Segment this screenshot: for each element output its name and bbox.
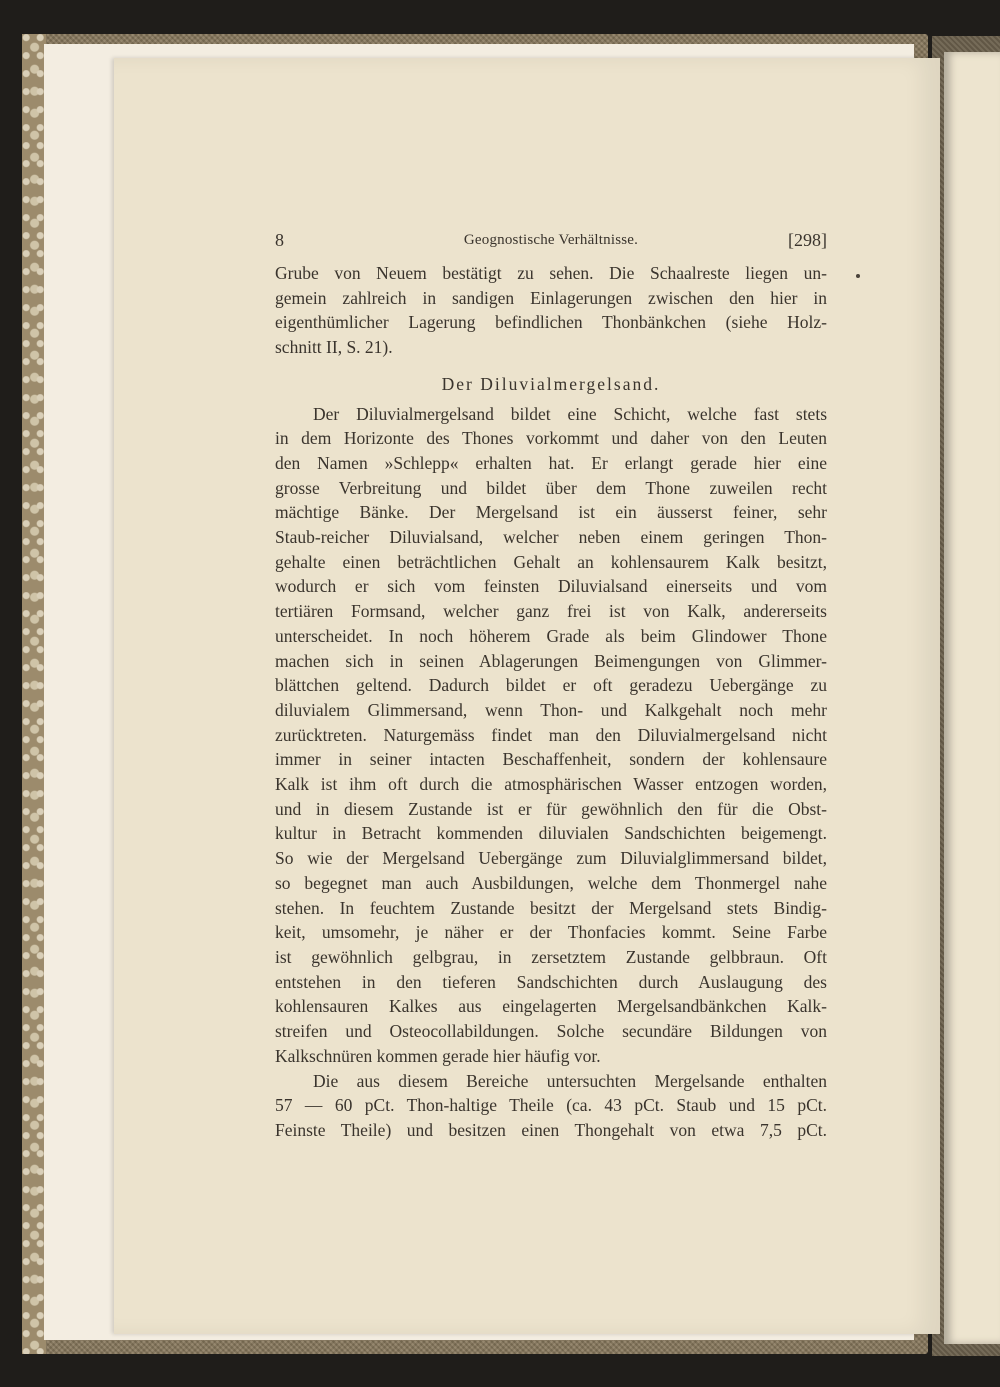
text-line: kultur in Betracht kommenden diluvialen Sandschichten beigemengt. xyxy=(275,823,827,844)
text-line: 57 — 60 pCt. Thon-haltige Theile (ca. 43 pCt. Staub und 15 pCt. xyxy=(275,1095,827,1116)
sheet-number: [298] xyxy=(788,230,827,250)
text-line: Der Diluvialmergelsand bildet eine Schicht, welche fast stets xyxy=(313,403,827,424)
running-header xyxy=(275,225,827,255)
text-line: eigenthümlicher Lagerung befindlichen Thonbänkchen (siehe Holz- xyxy=(275,312,827,333)
text-line: und in diesem Zustande ist er für gewöhnlich den für die Obst- xyxy=(275,798,827,819)
text-line: stehen. In feuchtem Zustande besitzt der Mergelsand stets Bindig- xyxy=(275,897,827,918)
text-line: so begegnet man auch Ausbildungen, welche dem Thonmergel nahe xyxy=(275,872,827,893)
text-line: grosse Verbreitung und bildet über dem Thone zuweilen recht xyxy=(275,477,827,498)
page-number: 8 xyxy=(275,230,284,250)
text-line: gehalte einen beträchtlichen Gehalt an kohlensaurem Kalk besitzt, xyxy=(275,551,827,572)
text-line: keit, umsomehr, je näher er der Thonfacies kommt. Seine Farbe xyxy=(275,922,827,943)
text-line: machen sich in seinen Ablagerungen Beimengungen von Glimmer- xyxy=(275,650,827,671)
margin-speck xyxy=(856,274,860,278)
text-line: diluvialem Glimmersand, wenn Thon- und Kalkgehalt noch mehr xyxy=(275,699,827,720)
paragraph xyxy=(275,402,827,1069)
section-heading: Der Diluvialmergelsand. xyxy=(441,373,661,394)
text-line: tertiären Formsand, welcher ganz frei ist von Kalk, andererseits xyxy=(275,601,827,622)
text-line: Feinste Theile) und besitzen einen Thongehalt von etwa 7,5 pCt. xyxy=(275,1119,827,1140)
text-line: immer in seiner intacten Beschaffenheit, sondern der kohlensaure xyxy=(275,749,827,770)
text-line: Kalkschnüren kommen gerade hier häufig vor. xyxy=(275,1045,601,1066)
paragraph xyxy=(275,261,827,360)
text-line: entstehen in den tieferen Sandschichten durch Auslaugung des xyxy=(275,971,827,992)
body-text xyxy=(275,261,827,1143)
text-line: Kalk ist ihm oft durch die atmosphärischen Wasser entzogen worden, xyxy=(275,774,827,795)
text-line: wodurch er sich vom feinsten Diluvialsand einerseits und vom xyxy=(275,576,827,597)
text-line: kohlensauren Kalkes aus eingelagerten Mergelsandbänkchen Kalk- xyxy=(275,996,827,1017)
text-line: Grube von Neuem bestätigt zu sehen. Die Schaalreste liegen un- xyxy=(275,263,827,283)
text-line: ist gewöhnlich gelbgrau, in zersetztem Zustande gelbbraun. Oft xyxy=(275,946,827,967)
running-title: Geognostische Verhältnisse. xyxy=(463,232,639,248)
text-line: in dem Horizonte des Thones vorkommt und daher von den Leuten xyxy=(275,428,827,449)
paragraph xyxy=(275,1069,827,1143)
text-line: den Namen »Schlepp« erhalten hat. Er erlangt gerade hier eine xyxy=(275,452,827,473)
facing-page-edge xyxy=(944,52,1000,1344)
text-line: schnitt II, S. 21). xyxy=(275,337,393,358)
text-line: unterscheidet. In noch höherem Grade als beim Glindower Thone xyxy=(275,625,827,646)
text-line: So wie der Mergelsand Uebergänge zum Diluvialglimmersand bildet, xyxy=(275,848,827,869)
text-line: streifen und Osteocollabildungen. Solche secundäre Bildungen von xyxy=(275,1021,827,1042)
page-text-block xyxy=(275,225,827,1143)
marbled-board-edge xyxy=(22,34,46,1354)
text-line: Staub-reicher Diluvialsand, welcher neben einem geringen Thon- xyxy=(275,527,827,548)
text-line: mächtige Bänke. Der Mergelsand ist ein äusserst feiner, sehr xyxy=(275,502,827,523)
text-line: blättchen geltend. Dadurch bildet er oft geradezu Uebergänge zu xyxy=(275,675,827,696)
text-line: gemein zahlreich in sandigen Einlagerungen zwischen den hier in xyxy=(275,287,827,308)
text-line: zurücktreten. Naturgemäss findet man den Diluvialmergelsand nicht xyxy=(275,724,827,745)
text-line: Die aus diesem Bereiche untersuchten Mergelsande enthalten xyxy=(313,1070,827,1091)
